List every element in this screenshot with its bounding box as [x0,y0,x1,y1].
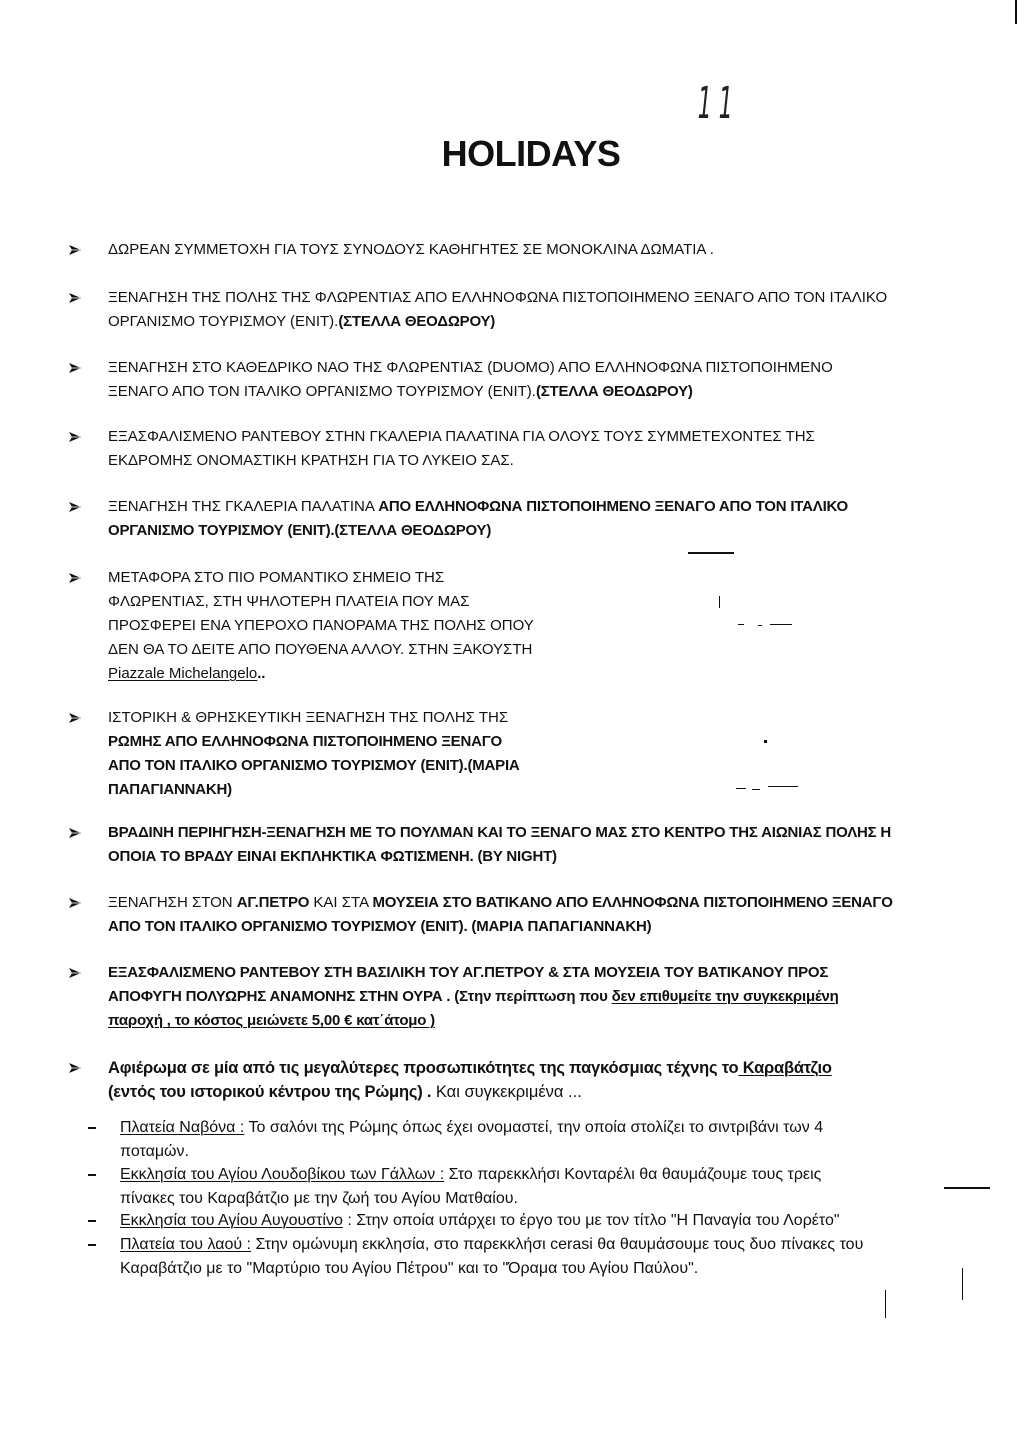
highlight-line [108,356,833,380]
handwritten-page-number: 11 [694,78,743,129]
scan-mark [962,1268,963,1300]
dash-bullet [88,1220,96,1222]
highlight-line [108,425,815,449]
highlight-text: ΕΞΑΣΦΑΛΙΣΜΕΝΟ ΡΑΝΤΕΒΟΥ ΣΤΗΝ ΓΚΑΛΕΡΙΑ ΠΑΛΑΤΙΝΑ ΓΙΑ ΟΛΟΥΣ ΤΟΥΣ ΣΥΜΜΕΤΕΧΟΝΤΕΣ ΤΗΣ [108,428,815,445]
highlight-text: ΠΡΟΣΦΕΡΕΙ ΕΝΑ ΥΠΕΡΟΧΟ ΠΑΝΟΡΑΜΑ ΤΗΣ ΠΟΛΗΣ ΟΠΟΥ [108,617,534,634]
highlight-line [108,238,714,262]
sight-line [120,1187,821,1211]
sight-name: Πλατεία Ναβόνα : [120,1119,245,1136]
arrow-bullet-icon [68,712,82,724]
highlight-text: ΟΠΟΙΑ ΤΟ ΒΡΑΔΥ ΕΙΝΑΙ ΕΚΠΛΗΚΤΙΚΑ ΦΩΤΙΣΜΕΝΗ. (BY NIGHT) [108,848,557,865]
highlight-line [108,915,893,939]
scan-mark [1015,0,1017,24]
highlight-text: Αφιέρωμα σε μία από τις μεγαλύτερες προσωπικότητες της παγκόσμιας τέχνης το [108,1059,739,1077]
scan-mark [719,596,720,608]
highlight-line [108,614,534,638]
guide-name: ΠΑΠΑΓΙΑΝΝΑΚΗ) [108,781,232,798]
sight-description: : Στην οποία υπάρχει το έργο του με τον τίτλο "Η Παναγία του Λορέτο" [342,1212,840,1229]
highlight-item [108,356,833,404]
sight-description: Το σαλόνι της Ρώμης όπως έχει ονομαστεί, την οποία στολίζει το σιντριβάνι των 4 [244,1119,824,1136]
scan-mark [752,789,760,790]
highlight-item [108,891,893,939]
cost-note: παροχή , το κόστος μειώνετε 5,00 € κατ΄άτομο ) [108,1012,435,1029]
scan-mark [944,1187,990,1189]
arrow-bullet-icon [68,967,82,979]
highlight-line [108,845,891,869]
highlight-text: Και συγκεκριμένα ... [431,1083,582,1101]
scan-mark [688,552,734,554]
highlight-line [108,1056,832,1080]
highlight-line [108,286,887,310]
scan-mark [770,624,792,625]
highlight-item [108,238,714,262]
sight-line [120,1257,863,1281]
highlight-line [108,985,839,1009]
dash-bullet [88,1174,96,1176]
highlight-line [108,519,848,543]
highlight-text: ΞΕΝΑΓΟ ΑΠΟ ΤΟΝ ΙΤΑΛΙΚΟ ΟΡΓΑΝΙΣΜΟ ΤΟΥΡΙΣΜΟΥ (ΕΝΙΤ). [108,383,536,400]
sight-description: Στο παρεκκλήσι Κονταρέλι θα θαυμάζουμε τους τρεις [444,1166,822,1183]
highlight-text: ΚΑΙ ΣΤΑ [309,894,373,911]
highlight-line [108,590,534,614]
sight-description: πίνακες του Καραβάτζιο με την ζωή του Αγίου Ματθαίου. [120,1190,518,1207]
highlight-text: ΔΩΡΕΑΝ ΣΥΜΜΕΤΟΧΗ ΓΙΑ ΤΟΥΣ ΣΥΝΟΔΟΥΣ ΚΑΘΗΓΗΤΕΣ ΣΕ ΜΟΝΟΚΛΙΝΑ ΔΩΜΑΤΙΑ . [108,241,714,258]
sight-item [120,1116,823,1164]
place-name: Piazzale Michelangelo [108,665,258,682]
highlight-line [108,778,520,802]
sight-name: Πλατεία του λαού : [120,1236,251,1253]
highlight-text: ΟΡΓΑΝΙΣΜΟ ΤΟΥΡΙΣΜΟΥ (ΕΝΙΤ). [108,313,339,330]
arrow-bullet-icon [68,431,82,443]
highlight-text: ΑΠΟ ΕΛΛΗΝΟΦΩΝΑ ΠΙΣΤΟΠΟΙΗΜΕΝΟ ΞΕΝΑΓΟ ΑΠΟ ΤΟΝ ΙΤΑΛΙΚΟ [378,498,848,515]
highlight-text: ΑΠΟ ΤΟΝ ΙΤΑΛΙΚΟ ΟΡΓΑΝΙΣΜΟ ΤΟΥΡΙΣΜΟΥ (ΕΝΙΤ).(ΜΑΡΙΑ [108,757,520,774]
scan-mark [738,624,744,625]
highlight-line [108,706,520,730]
highlight-item [108,706,520,802]
scan-mark [768,786,798,787]
highlight-line [108,380,833,404]
highlight-item [108,1056,832,1104]
dash-bullet [88,1127,96,1129]
highlight-line [108,495,848,519]
sight-line [120,1233,863,1257]
page-title: HOLIDAYS [441,133,621,174]
sight-description: Καραβάτζιο με το "Μαρτύριο του Αγίου Πέτρου" και το "Όραμα του Αγίου Παύλου". [120,1260,699,1277]
highlight-line [108,662,534,686]
sight-item [120,1209,840,1233]
highlight-line [108,449,815,473]
scan-mark [764,740,767,743]
highlight-item [108,961,839,1033]
sight-line [120,1209,840,1233]
cost-note: δεν επιθυμείτε την συγκεκριμένη [611,988,839,1005]
highlight-item [108,495,848,543]
sight-line [120,1140,823,1164]
scan-mark [885,1290,886,1318]
highlight-item [108,821,891,869]
highlight-line [108,1080,832,1104]
arrow-bullet-icon [68,1062,82,1074]
sight-item [120,1163,821,1211]
sight-name: Εκκλησία του Αγίου Λουδοβίκου των Γάλλων : [120,1166,445,1183]
highlight-text: ΒΡΑΔΙΝΗ ΠΕΡΙΗΓΗΣΗ-ΞΕΝΑΓΗΣΗ ΜΕ ΤΟ ΠΟΥΛΜΑΝ ΚΑΙ ΤΟ ΞΕΝΑΓΟ ΜΑΣ ΣΤΟ ΚΕΝΤΡΟ ΤΗΣ ΑΙΩΝΙΑΣ ΠΟΛΗΣ Η [108,824,892,841]
highlight-text: ΑΠΟ ΤΟΝ ΙΤΑΛΙΚΟ ΟΡΓΑΝΙΣΜΟ ΤΟΥΡΙΣΜΟΥ (ΕΝΙΤ). (ΜΑΡΙΑ ΠΑΠΑΓΙΑΝΝΑΚΗ) [108,918,652,935]
guide-name: (ΣΤΕΛΛΑ ΘΕΟΔΩΡΟΥ) [338,313,496,330]
highlight-text: ΜΕΤΑΦΟΡΑ ΣΤΟ ΠΙΟ ΡΟΜΑΝΤΙΚΟ ΣΗΜΕΙΟ ΤΗΣ [108,569,445,586]
sight-item [120,1233,863,1281]
highlight-line [108,1009,839,1033]
arrow-bullet-icon [68,292,82,304]
highlight-text: ΡΩΜΗΣ ΑΠΟ ΕΛΛΗΝΟΦΩΝΑ ΠΙΣΤΟΠΟΙΗΜΕΝΟ ΞΕΝΑΓΟ [108,733,503,750]
arrow-bullet-icon [68,827,82,839]
highlight-line [108,310,887,334]
artist-name: Καραβάτζιο [738,1059,832,1077]
sight-description: ποταμών. [120,1143,189,1160]
highlight-line [108,891,893,915]
highlight-line [108,566,534,590]
highlight-line [108,961,839,985]
highlight-text: ΞΕΝΑΓΗΣΗ ΤΗΣ ΓΚΑΛΕΡΙΑ ΠΑΛΑΤΙΝΑ [108,498,379,515]
highlight-text: ΙΣΤΟΡΙΚΗ & ΘΡΗΣΚΕΥΤΙΚΗ ΞΕΝΑΓΗΣΗ ΤΗΣ ΠΟΛΗΣ ΤΗΣ [108,709,509,726]
highlight-item [108,286,887,334]
arrow-bullet-icon [68,244,82,256]
scan-mark [736,788,746,789]
highlight-text: ΕΚΔΡΟΜΗΣ ΟΝΟΜΑΣΤΙΚΗ ΚΡΑΤΗΣΗ ΓΙΑ ΤΟ ΛΥΚΕΙΟ ΣΑΣ. [108,452,514,469]
arrow-bullet-icon [68,501,82,513]
highlight-text: ΔΕΝ ΘΑ ΤΟ ΔΕΙΤΕ ΑΠΟ ΠΟΥΘΕΝΑ ΑΛΛΟΥ. ΣΤΗΝ ΞΑΚΟΥΣΤΗ [108,641,533,658]
arrow-bullet-icon [68,897,82,909]
highlight-text: ΞΕΝΑΓΗΣΗ ΤΗΣ ΠΟΛΗΣ ΤΗΣ ΦΛΩΡΕΝΤΙΑΣ ΑΠΟ ΕΛΛΗΝΟΦΩΝΑ ΠΙΣΤΟΠΟΙΗΜΕΝΟ ΞΕΝΑΓΟ ΑΠΟ ΤΟΝ ΙΤΑΛΙΚΟ [108,289,888,306]
sight-line [120,1163,821,1187]
highlight-text: .. [257,665,266,682]
place-name: ΑΓ.ΠΕΤΡΟ [236,894,310,911]
highlight-line [108,638,534,662]
highlight-text: ΞΕΝΑΓΗΣΗ ΣΤΟ ΚΑΘΕΔΡΙΚΟ ΝΑΟ ΤΗΣ ΦΛΩΡΕΝΤΙΑΣ (DUOMO) ΑΠΟ ΕΛΛΗΝΟΦΩΝΑ ΠΙΣΤΟΠΟΙΗΜΕΝΟ [108,359,833,376]
highlight-text: ΑΠΟΦΥΓΗ ΠΟΛΥΩΡΗΣ ΑΝΑΜΟΝΗΣ ΣΤΗΝ ΟΥΡΑ . (Στην περίπτωση που [108,988,612,1005]
sight-description: Στην ομώνυμη εκκλησία, στο παρεκκλήσι cerasi θα θαυμάσουμε τους δυο πίνακες του [251,1236,864,1253]
dash-bullet [88,1244,96,1246]
highlight-item [108,566,534,686]
highlight-item [108,425,815,473]
highlight-text: (εντός του ιστορικού κέντρου της Ρώμης) . [108,1083,432,1101]
highlight-line [108,730,520,754]
highlight-text: ΞΕΝΑΓΗΣΗ ΣΤΟΝ [108,894,237,911]
highlight-text: ΕΞΑΣΦΑΛΙΣΜΕΝΟ ΡΑΝΤΕΒΟΥ ΣΤΗ ΒΑΣΙΛΙΚΗ ΤΟΥ ΑΓ.ΠΕΤΡΟΥ & ΣΤΑ ΜΟΥΣΕΙΑ ΤΟΥ ΒΑΤΙΚΑΝΟΥ ΠΡΟΣ [108,964,829,981]
highlight-text: ΦΛΩΡΕΝΤΙΑΣ, ΣΤΗ ΨΗΛΟΤΕΡΗ ΠΛΑΤΕΙΑ ΠΟΥ ΜΑΣ [108,593,470,610]
highlight-line [108,821,891,845]
highlight-text: ΟΡΓΑΝΙΣΜΟ ΤΟΥΡΙΣΜΟΥ (ΕΝΙΤ).(ΣΤΕΛΛΑ ΘΕΟΔΩΡΟΥ) [108,522,492,539]
sight-name: Εκκλησία του Αγίου Αυγουστίνο [120,1212,343,1229]
arrow-bullet-icon [68,362,82,374]
highlight-text: ΜΟΥΣΕΙΑ ΣΤΟ ΒΑΤΙΚΑΝΟ ΑΠΟ ΕΛΛΗΝΟΦΩΝΑ ΠΙΣΤΟΠΟΙΗΜΕΝΟ ΞΕΝΑΓΟ [372,894,893,911]
sight-line [120,1116,823,1140]
guide-name: (ΣΤΕΛΛΑ ΘΕΟΔΩΡΟΥ) [535,383,693,400]
highlight-line [108,754,520,778]
arrow-bullet-icon [68,572,82,584]
scan-mark [758,625,762,626]
